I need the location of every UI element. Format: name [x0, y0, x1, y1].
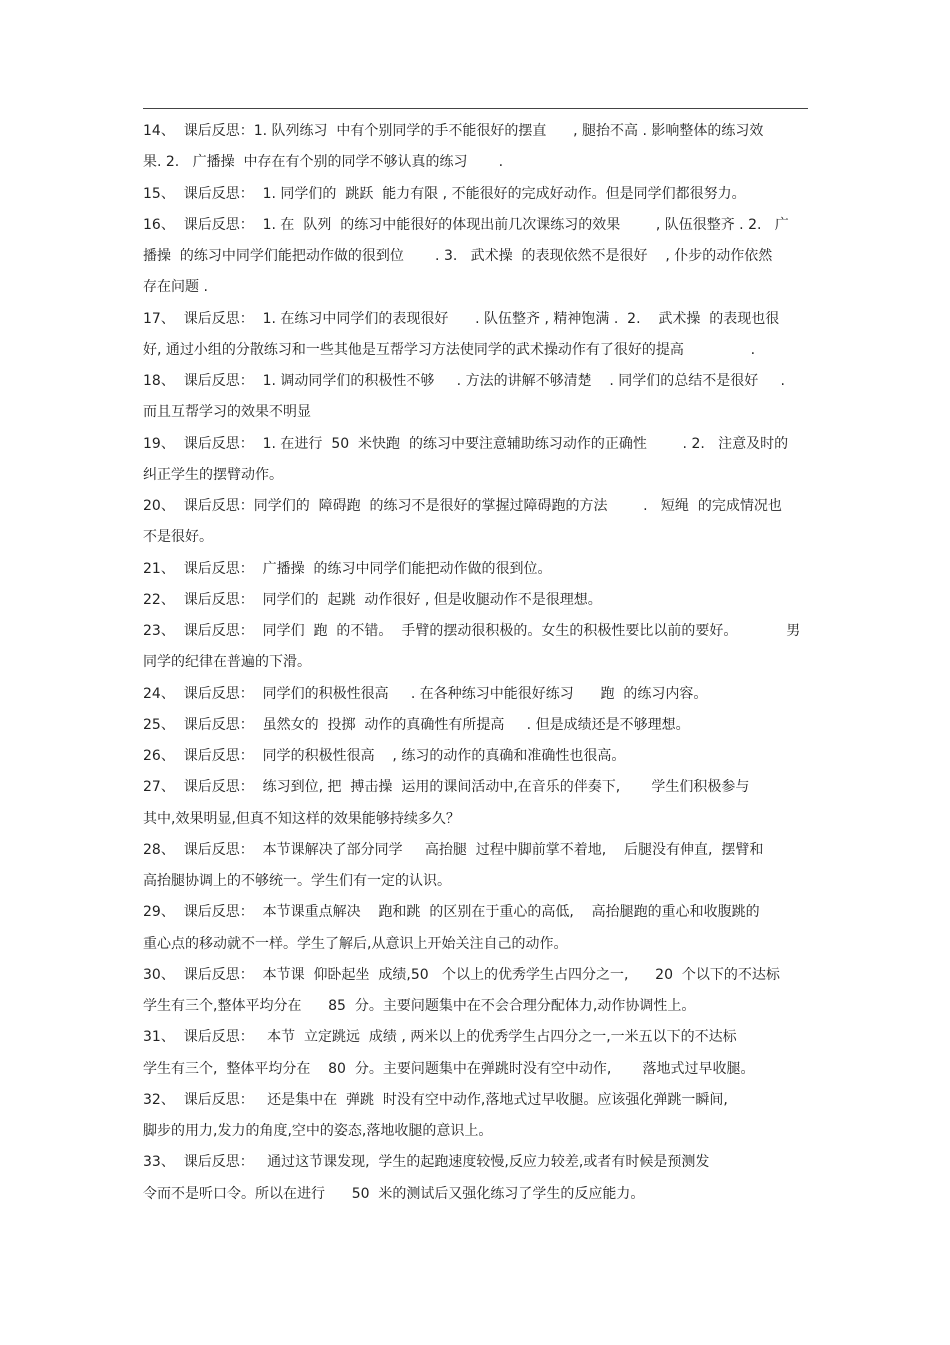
- text-line: 纠正学生的摆臂动作。: [143, 467, 283, 483]
- text-line: 不是很好。: [143, 529, 213, 545]
- text-line: 播操 的练习中同学们能把动作做的很到位 . 3. 武术操 的表现依然不是很好 , 仆步的动作依然: [143, 248, 773, 264]
- header-rule: [143, 108, 808, 109]
- text-line: 32、 课后反思： 还是集中在 弹跳 时没有空中动作,落地式过早收腿。应该强化弹跳一瞬间,: [143, 1092, 728, 1108]
- text-line: 23、 课后反思： 同学们 跑 的不错。 手臂的摆动很积极的。女生的积极性要比以前的要好。 男: [143, 623, 801, 639]
- text-line: 存在问题 .: [143, 279, 208, 295]
- text-line: 27、 课后反思： 练习到位, 把 搏击操 运用的课间活动中,在音乐的伴奏下, 学生们积极参与: [143, 779, 750, 795]
- text-line: 24、 课后反思： 同学们的积极性很高 . 在各种练习中能很好练习 跑 的练习内容。: [143, 686, 708, 702]
- text-line: 令而不是听口令。所以在进行 50 米的测试后又强化练习了学生的反应能力。: [143, 1186, 645, 1202]
- text-line: 而且互帮学习的效果不明显: [143, 404, 311, 420]
- text-line: 22、 课后反思： 同学们的 起跳 动作很好 , 但是收腿动作不是很理想。: [143, 592, 602, 608]
- text-line: 30、 课后反思： 本节课 仰卧起坐 成绩,50 个以上的优秀学生占四分之一, 20 个以下的不达标: [143, 967, 780, 983]
- text-line: 学生有三个,整体平均分在 85 分。主要问题集中在不会合理分配体力,动作协调性上。: [143, 998, 696, 1014]
- text-line: 果. 2. 广播操 中存在有个别的同学不够认真的练习 .: [143, 154, 504, 170]
- text-line: 29、 课后反思： 本节课重点解决 跑和跳 的区别在于重心的高低, 高抬腿跑的重心和收腹跳的: [143, 904, 760, 920]
- text-line: 其中,效果明显,但真不知这样的效果能够持续多久？: [143, 811, 460, 827]
- text-line: 15、 课后反思： 1. 同学们的 跳跃 能力有限 , 不能很好的完成好动作。但是同学们都很努力。: [143, 186, 746, 202]
- text-line: 高抬腿协调上的不够统一。学生们有一定的认识。: [143, 873, 451, 889]
- text-line: 学生有三个, 整体平均分在 80 分。主要问题集中在弹跳时没有空中动作, 落地式过早收腿。: [143, 1061, 755, 1077]
- text-line: 18、 课后反思： 1. 调动同学们的积极性不够 . 方法的讲解不够清楚 . 同学们的总结不是很好 .: [143, 373, 785, 389]
- text-line: 14、 课后反思：1. 队列练习 中有个别同学的手不能很好的摆直 , 腿抬不高 . 影响整体的练习效: [143, 123, 764, 139]
- text-line: 20、 课后反思：同学们的 障碍跑 的练习不是很好的掌握过障碍跑的方法 . 短绳 的完成情况也: [143, 498, 782, 514]
- text-line: 21、 课后反思： 广播操 的练习中同学们能把动作做的很到位。: [143, 561, 552, 577]
- text-line: 19、 课后反思： 1. 在进行 50 米快跑 的练习中要注意辅助练习动作的正确性 . 2. 注意及时的: [143, 436, 789, 452]
- text-line: 17、 课后反思： 1. 在练习中同学们的表现很好 . 队伍整齐 , 精神饱满 . 2. 武术操 的表现也很: [143, 311, 780, 327]
- text-line: 28、 课后反思： 本节课解决了部分同学 高抬腿 过程中脚前掌不着地, 后腿没有伸直, 摆臂和: [143, 842, 764, 858]
- text-line: 同学的纪律在普遍的下滑。: [143, 654, 311, 670]
- text-line: 脚步的用力,发力的角度,空中的姿态,落地收腿的意识上。: [143, 1123, 493, 1139]
- text-line: 16、 课后反思： 1. 在 队列 的练习中能很好的体现出前几次课练习的效果 , 队伍很整齐 . 2. 广: [143, 217, 789, 233]
- text-line: 重心点的移动就不一样。学生了解后,从意识上开始关注自己的动作。: [143, 936, 568, 952]
- text-line: 31、 课后反思： 本节 立定跳远 成绩 , 两米以上的优秀学生占四分之一,一米五以下的不达标: [143, 1029, 737, 1045]
- text-line: 25、 课后反思： 虽然女的 投掷 动作的真确性有所提高 . 但是成绩还是不够理想。: [143, 717, 690, 733]
- text-line: 33、 课后反思： 通过这节课发现, 学生的起跑速度较慢,反应力较差,或者有时候是预测发: [143, 1154, 710, 1170]
- text-line: 26、 课后反思： 同学的积极性很高 , 练习的动作的真确和准确性也很高。: [143, 748, 626, 764]
- text-line: 好, 通过小组的分散练习和一些其他是互帮学习方法使同学的武术操动作有了很好的提高 .: [143, 342, 756, 358]
